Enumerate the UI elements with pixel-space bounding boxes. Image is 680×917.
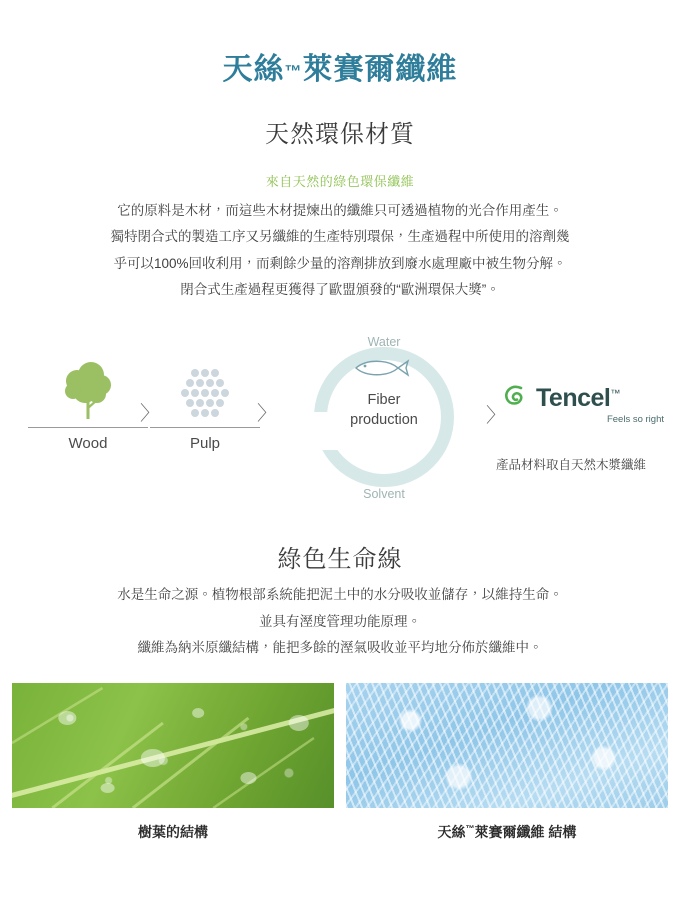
tencel-swirl-icon <box>500 381 530 416</box>
cycle-label-water: Water <box>367 335 401 350</box>
page-title-main: 天絲 <box>222 53 285 86</box>
trademark-symbol: ™ <box>284 62 303 81</box>
section2-body-copy <box>0 582 680 661</box>
stage-label-wood: Wood <box>28 427 148 452</box>
section-subtitle-green-fiber: 來自天然的綠色環保纖維 <box>265 174 415 189</box>
page-title <box>0 44 680 88</box>
page-title-rest: 萊賽爾纖維 <box>302 53 458 86</box>
tencel-tagline: Feels so right <box>606 414 664 426</box>
arrow-pulp-to-production-icon: 〉 <box>257 403 277 426</box>
stage-label-pulp: Pulp <box>150 427 260 452</box>
cycle-center-line1: Fiber <box>367 392 401 409</box>
photo-caption-fiber <box>346 822 668 842</box>
tencel-caption: 產品材料取自天然木漿纖維 <box>495 458 646 473</box>
body-line: 乎可以100%回收利用，而剩餘少量的溶劑排放到廢水處理廠中被生物分解。 <box>113 255 567 271</box>
tree-icon <box>28 349 148 421</box>
tencel-logo <box>500 381 670 416</box>
body-line: 並具有溼度管理功能原理。 <box>259 613 421 629</box>
body-line: 纖維為納米原纖結構，能把多餘的溼氣吸收並平均地分佈於纖維中。 <box>137 639 543 655</box>
cycle-label-solvent: Solvent <box>363 487 405 502</box>
pulp-icon <box>150 349 260 421</box>
body-line: 它的原料是木材，而這些木材提煉出的纖維只可透過植物的光合作用產生。 <box>117 203 563 218</box>
cycle-center-label <box>296 391 472 430</box>
diagram-stage-pulp <box>150 349 260 452</box>
production-process-diagram <box>0 329 680 529</box>
cycle-center-line2: production <box>350 411 418 428</box>
body-line: 獨特閉合式的製造工序又另纖維的生產特別環保，生產過程中所使用的溶劑幾 <box>110 229 570 245</box>
section1-body-copy <box>0 198 680 303</box>
tencel-fiber-structure-photo <box>346 683 668 808</box>
photo-caption-fiber-suffix: 萊賽爾纖維 結構 <box>474 824 577 841</box>
body-line: 水是生命之源。植物根部系統能把泥土中的水分吸收並儲存，以維持生命。 <box>117 587 563 603</box>
photo-caption-fiber-tm: ™ <box>465 823 475 834</box>
body-line: 閉合式生產過程更獲得了歐盟頒發的“歐洲環保大獎”。 <box>180 281 500 297</box>
section-heading-natural-material: 天然環保材質 <box>265 121 415 148</box>
arrow-production-to-tencel-icon: 〉 <box>486 405 506 428</box>
fish-icon <box>352 357 410 384</box>
section-heading-green-lifeline: 綠色生命線 <box>277 546 403 574</box>
tencel-wordmark: Tencel™ <box>536 384 620 413</box>
leaf-structure-photo <box>12 683 334 808</box>
photo-cell-fiber <box>346 683 668 842</box>
photo-cell-leaf <box>12 683 334 842</box>
closed-loop-cycle <box>296 329 472 505</box>
diagram-stage-wood <box>28 349 148 452</box>
arrow-wood-to-pulp-icon: 〉 <box>140 403 160 426</box>
photo-caption-leaf: 樹葉的結構 <box>138 824 208 841</box>
comparison-photo-row <box>0 683 680 842</box>
photo-caption-fiber-prefix: 天絲 <box>437 824 466 841</box>
tencel-brand-block <box>495 381 670 473</box>
